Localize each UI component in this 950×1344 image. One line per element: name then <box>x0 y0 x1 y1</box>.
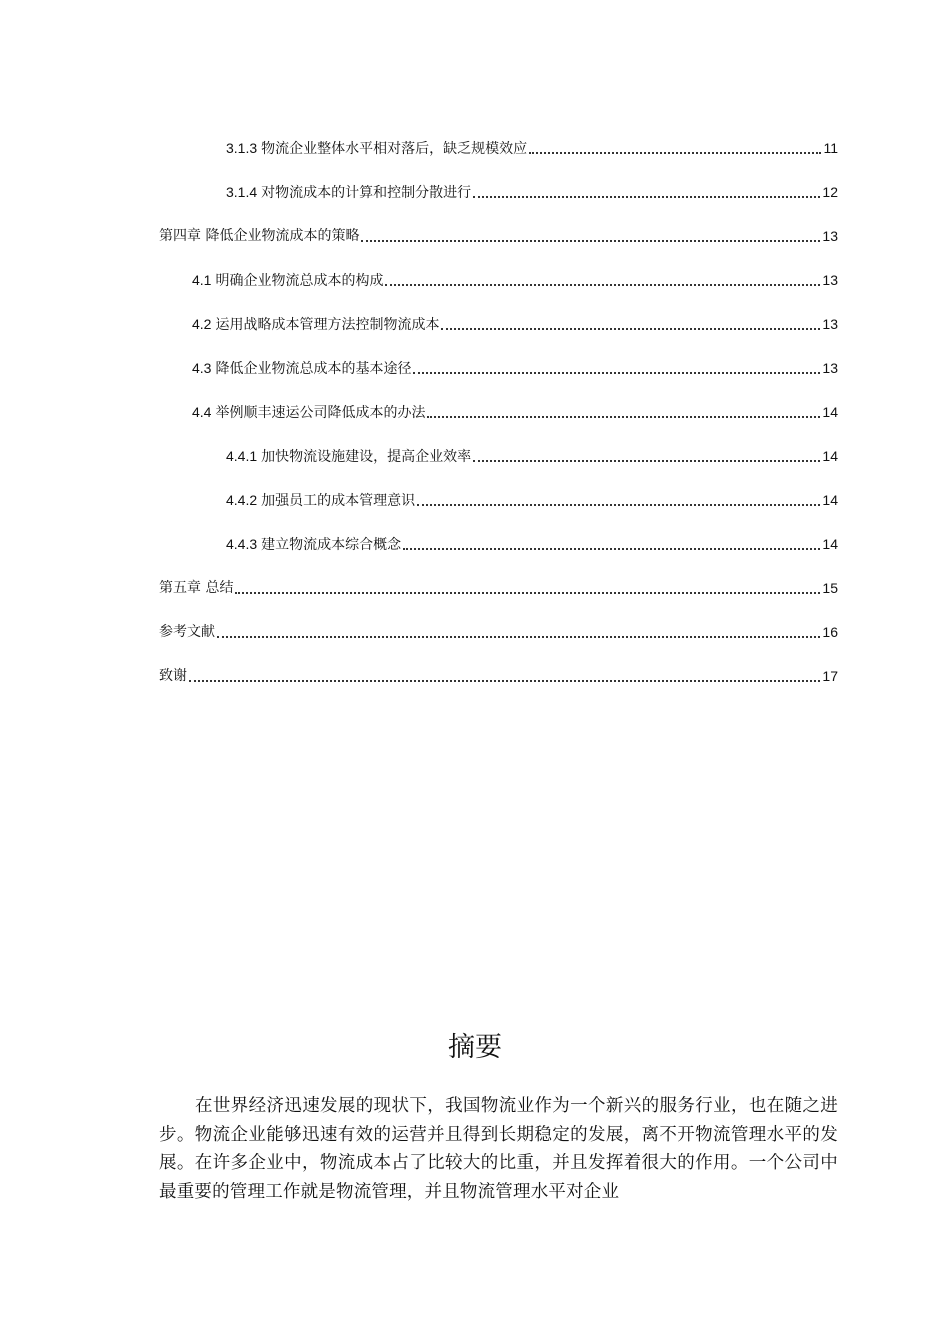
toc-entry-title <box>226 182 471 203</box>
toc-entry-text: 物流企业整体水平相对落后，缺乏规模效应 <box>261 140 528 157</box>
toc-entry-number: 4.4 <box>192 403 212 420</box>
toc-dot-leader <box>235 592 820 594</box>
toc-entry-number: 4.4.1 <box>226 447 258 464</box>
toc-entry-title <box>192 402 425 423</box>
toc-entry-title <box>192 314 439 335</box>
toc-entry-number: 4.3 <box>192 359 212 376</box>
toc-page-number: 14 <box>822 448 838 464</box>
toc-entry-number: 4.1 <box>192 271 212 288</box>
toc-dot-leader <box>529 152 821 154</box>
toc-entry-title <box>159 578 233 598</box>
toc-entry-text: 致谢 <box>159 668 187 684</box>
toc-entry-text: 对物流成本的计算和控制分散进行 <box>261 184 472 201</box>
toc-entry-text: 加强员工的成本管理意识 <box>261 492 416 509</box>
toc-entry-number: 4.4.2 <box>226 491 258 508</box>
toc-entry[interactable] <box>159 214 838 258</box>
toc-entry[interactable] <box>159 566 838 610</box>
abstract-body: 在世界经济迅速发展的现状下，我国物流业作为一个新兴的服务行业，也在随之进步。物流企业能够迅速有效的运营并且得到长期稳定的发展，离不开物流管理水平的发展。在许多企业中，物流成本占了比较大的比重，并且发挥着很大的作用。一个公司中最重要的管理工作就是物流管理，并且物流管理水平对企业 <box>159 1096 838 1202</box>
toc-dot-leader <box>189 680 820 682</box>
toc-page-number: 15 <box>822 580 838 596</box>
toc-entry-title <box>192 358 411 379</box>
toc-entry[interactable] <box>159 258 838 302</box>
toc-entry-text: 降低企业物流总成本的基本途径 <box>215 360 412 377</box>
toc-entry[interactable] <box>159 610 838 654</box>
toc-page-number: 16 <box>822 624 838 640</box>
abstract-heading: 摘要 <box>448 1032 502 1063</box>
toc-entry-title <box>159 666 187 686</box>
toc-entry[interactable] <box>159 302 838 346</box>
toc-entry-text: 运用战略成本管理方法控制物流成本 <box>215 316 440 333</box>
toc-entry[interactable] <box>159 434 838 478</box>
toc-entry-title <box>226 446 471 467</box>
toc-entry[interactable] <box>159 654 838 698</box>
toc-dot-leader <box>217 636 820 638</box>
toc-entry-title <box>226 534 401 555</box>
toc-page-number: 17 <box>822 668 838 684</box>
toc-entry[interactable] <box>159 126 838 170</box>
toc-entry-title <box>159 622 215 642</box>
toc-entry-title <box>226 490 415 511</box>
toc-entry[interactable] <box>159 390 838 434</box>
toc-dot-leader <box>473 196 820 198</box>
toc-page-number: 13 <box>822 360 838 376</box>
toc-page-number: 14 <box>822 492 838 508</box>
toc-entry-title <box>159 226 359 246</box>
toc-page-number: 13 <box>822 228 838 244</box>
toc-entry-number: 3.1.4 <box>226 183 258 200</box>
toc-page-number: 11 <box>823 140 838 156</box>
toc-entry-number: 4.2 <box>192 315 212 332</box>
toc-entry-text: 加快物流设施建设，提高企业效率 <box>261 448 472 465</box>
toc-entry[interactable] <box>159 522 838 566</box>
toc-entry-title <box>192 270 383 291</box>
toc-page-number: 13 <box>822 316 838 332</box>
toc-entry-number: 4.4.3 <box>226 535 258 552</box>
toc-dot-leader <box>441 328 820 330</box>
toc-dot-leader <box>413 372 820 374</box>
toc-dot-leader <box>403 548 820 550</box>
toc-entry-text: 建立物流成本综合概念 <box>261 536 402 553</box>
toc-page-number: 12 <box>822 184 838 200</box>
toc-dot-leader <box>427 416 820 418</box>
toc-dot-leader <box>417 504 820 506</box>
toc-entry-text: 明确企业物流总成本的构成 <box>215 272 384 289</box>
toc-entry-text: 第五章 总结 <box>159 580 234 596</box>
toc-dot-leader <box>361 240 820 242</box>
toc-page-number: 13 <box>822 272 838 288</box>
toc-entry-text: 参考文献 <box>159 624 215 640</box>
toc-dot-leader <box>385 284 820 286</box>
table-of-contents <box>159 126 838 698</box>
toc-entry[interactable] <box>159 478 838 522</box>
toc-entry[interactable] <box>159 346 838 390</box>
toc-page-number: 14 <box>822 404 838 420</box>
toc-entry-text: 举例顺丰速运公司降低成本的办法 <box>215 404 426 421</box>
toc-entry[interactable] <box>159 170 838 214</box>
toc-entry-text: 第四章 降低企业物流成本的策略 <box>159 228 360 244</box>
toc-page-number: 14 <box>822 536 838 552</box>
toc-entry-title <box>226 138 527 159</box>
toc-entry-number: 3.1.3 <box>226 139 258 156</box>
toc-dot-leader <box>473 460 820 462</box>
